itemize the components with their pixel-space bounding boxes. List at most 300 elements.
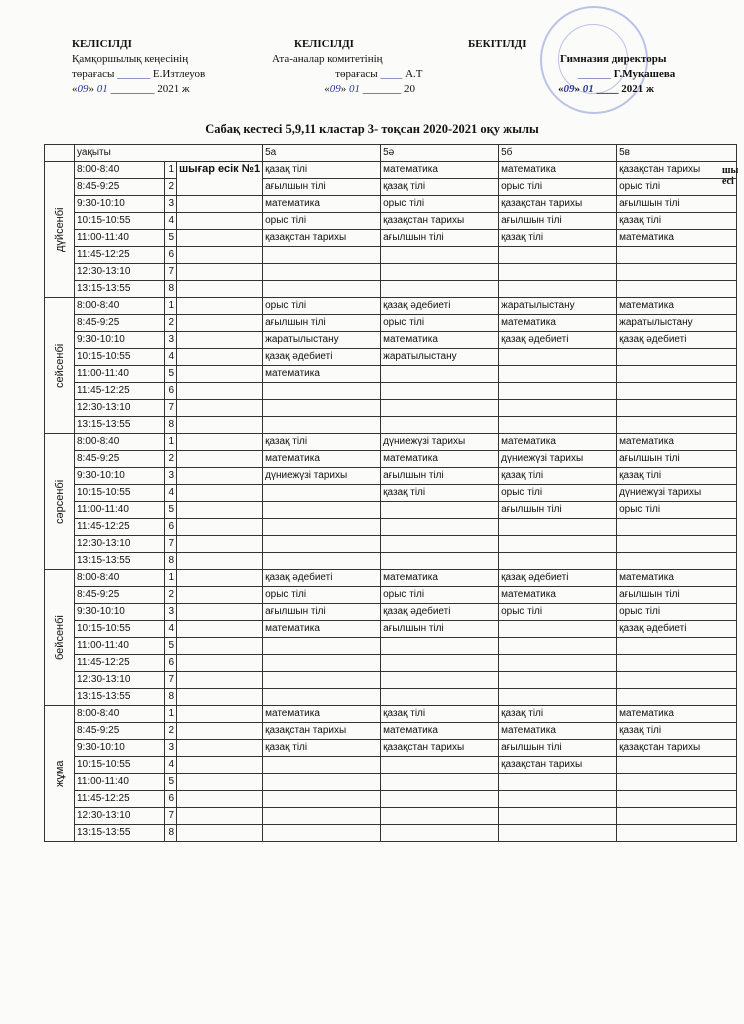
lesson-cell: ағылшын тілі xyxy=(381,621,499,638)
lesson-cell: орыс тілі xyxy=(263,587,381,604)
header-blank xyxy=(45,145,75,162)
lesson-cell: қазақ тілі xyxy=(263,162,381,179)
hall-cell xyxy=(177,298,263,315)
lesson-cell: қазақстан тарихы xyxy=(263,230,381,247)
lesson-cell: орыс тілі xyxy=(499,485,617,502)
hall-cell xyxy=(177,519,263,536)
lesson-time: 10:15-10:55 xyxy=(75,213,165,230)
hall-cell xyxy=(177,451,263,468)
lesson-number: 2 xyxy=(165,723,177,740)
lesson-cell: орыс тілі xyxy=(617,502,737,519)
lesson-number: 4 xyxy=(165,485,177,502)
table-row xyxy=(45,706,737,723)
hall-cell xyxy=(177,349,263,366)
lesson-cell xyxy=(381,689,499,706)
signature-mark: ______ xyxy=(114,68,153,80)
lesson-number: 1 xyxy=(165,298,177,315)
hall-cell xyxy=(177,196,263,213)
lesson-cell: ағылшын тілі xyxy=(617,196,737,213)
lesson-cell: математика xyxy=(499,723,617,740)
lesson-cell: математика xyxy=(499,587,617,604)
lesson-number: 7 xyxy=(165,400,177,417)
lesson-time: 10:15-10:55 xyxy=(75,621,165,638)
header-class: 5в xyxy=(617,145,737,162)
lesson-cell: қазақстан тарихы xyxy=(617,740,737,757)
table-row xyxy=(45,553,737,570)
lesson-cell xyxy=(263,553,381,570)
hall-cell xyxy=(177,400,263,417)
lesson-cell xyxy=(499,774,617,791)
lesson-number: 6 xyxy=(165,247,177,264)
day-label: сейсенбі xyxy=(45,298,75,434)
hall-cell xyxy=(177,417,263,434)
lesson-cell xyxy=(499,808,617,825)
date-year: 2021 ж xyxy=(621,83,654,95)
lesson-number: 5 xyxy=(165,502,177,519)
lesson-cell xyxy=(263,689,381,706)
lesson-cell: қазақ тілі xyxy=(617,213,737,230)
lesson-cell xyxy=(263,264,381,281)
lesson-cell xyxy=(499,366,617,383)
lesson-time: 10:15-10:55 xyxy=(75,349,165,366)
lesson-cell xyxy=(499,655,617,672)
table-row xyxy=(45,366,737,383)
table-row xyxy=(45,485,737,502)
lesson-time: 8:45-9:25 xyxy=(75,723,165,740)
table-row xyxy=(45,298,737,315)
lesson-time: 11:45-12:25 xyxy=(75,655,165,672)
lesson-cell: орыс тілі xyxy=(381,196,499,213)
lesson-cell xyxy=(499,417,617,434)
table-row xyxy=(45,196,737,213)
approval-org: Қамқоршылық кеңесінің xyxy=(72,53,189,65)
lesson-cell xyxy=(263,281,381,298)
hall-cell xyxy=(177,706,263,723)
lesson-cell xyxy=(381,757,499,774)
lesson-number: 1 xyxy=(165,434,177,451)
lesson-time: 13:15-13:55 xyxy=(75,825,165,842)
lesson-cell xyxy=(617,791,737,808)
hall-cell xyxy=(177,213,263,230)
lesson-cell: математика xyxy=(617,230,737,247)
approval-chair-name: А.Т xyxy=(405,68,423,80)
lesson-number: 2 xyxy=(165,315,177,332)
lesson-number: 2 xyxy=(165,451,177,468)
lesson-cell xyxy=(381,281,499,298)
lesson-cell: математика xyxy=(381,723,499,740)
lesson-cell xyxy=(263,400,381,417)
table-row xyxy=(45,791,737,808)
lesson-number: 5 xyxy=(165,366,177,383)
lesson-time: 11:45-12:25 xyxy=(75,383,165,400)
lesson-number: 1 xyxy=(165,570,177,587)
hall-cell xyxy=(177,468,263,485)
hall-cell xyxy=(177,621,263,638)
schedule-title: Сабақ кестесі 5,9,11 кластар 3- тоқсан 2020-2021 оқу жылы xyxy=(205,122,539,136)
table-row xyxy=(45,179,737,196)
lesson-cell: қазақ тілі xyxy=(499,468,617,485)
lesson-number: 4 xyxy=(165,213,177,230)
hall-cell xyxy=(177,672,263,689)
lesson-cell: математика xyxy=(381,162,499,179)
table-row xyxy=(45,740,737,757)
approval-position: Гимназия директоры xyxy=(560,53,667,65)
lesson-cell xyxy=(499,791,617,808)
lesson-cell xyxy=(499,638,617,655)
lesson-cell: математика xyxy=(263,621,381,638)
lesson-cell: қазақ тілі xyxy=(263,740,381,757)
table-row xyxy=(45,230,737,247)
lesson-cell xyxy=(263,825,381,842)
lesson-cell xyxy=(381,247,499,264)
lesson-cell xyxy=(617,349,737,366)
table-row xyxy=(45,689,737,706)
lesson-number: 1 xyxy=(165,706,177,723)
lesson-cell: дүниежүзі тарихы xyxy=(617,485,737,502)
lesson-cell xyxy=(499,536,617,553)
lesson-number: 3 xyxy=(165,468,177,485)
lesson-cell xyxy=(263,638,381,655)
lesson-cell: қазақ тілі xyxy=(499,706,617,723)
lesson-number: 3 xyxy=(165,740,177,757)
table-row xyxy=(45,247,737,264)
lesson-cell: жаратылыстану xyxy=(617,315,737,332)
header-class: 5ә xyxy=(381,145,499,162)
lesson-time: 11:00-11:40 xyxy=(75,366,165,383)
hall-cell xyxy=(177,315,263,332)
approval-chair-name: Е.Изтлеуов xyxy=(152,68,206,80)
lesson-cell: қазақ тілі xyxy=(263,434,381,451)
day-label: жұма xyxy=(45,706,75,842)
hall-cell xyxy=(177,655,263,672)
approval-block-director: БЕКІТІЛДІ Гимназия директоры ______ Г.Мукашева «09» 01 ____ 2021 ж xyxy=(468,38,676,95)
table-row xyxy=(45,417,737,434)
lesson-cell: қазақ әдебиеті xyxy=(263,570,381,587)
table-row xyxy=(45,434,737,451)
hall-cell xyxy=(177,553,263,570)
lesson-time: 13:15-13:55 xyxy=(75,689,165,706)
table-row xyxy=(45,655,737,672)
lesson-cell: дүниежүзі тарихы xyxy=(499,451,617,468)
lesson-number: 1 xyxy=(165,162,177,179)
lesson-cell: ағылшын тілі xyxy=(381,230,499,247)
table-row xyxy=(45,213,737,230)
table-row xyxy=(45,162,737,179)
table-row xyxy=(45,723,737,740)
lesson-cell xyxy=(617,672,737,689)
lesson-cell xyxy=(381,774,499,791)
lesson-cell xyxy=(499,349,617,366)
lesson-cell xyxy=(499,383,617,400)
lesson-cell: математика xyxy=(381,451,499,468)
lesson-cell xyxy=(617,825,737,842)
table-row xyxy=(45,604,737,621)
lesson-cell xyxy=(263,485,381,502)
lesson-cell: қазақ әдебиеті xyxy=(263,349,381,366)
lesson-cell xyxy=(381,808,499,825)
hall-cell xyxy=(177,791,263,808)
lesson-cell xyxy=(263,808,381,825)
lesson-number: 8 xyxy=(165,553,177,570)
lesson-time: 8:45-9:25 xyxy=(75,179,165,196)
lesson-cell: қазақстан тарихы xyxy=(263,723,381,740)
lesson-time: 12:30-13:10 xyxy=(75,672,165,689)
table-row xyxy=(45,536,737,553)
lesson-time: 10:15-10:55 xyxy=(75,757,165,774)
date-day: 09 xyxy=(77,83,89,95)
lesson-number: 8 xyxy=(165,689,177,706)
lesson-time: 12:30-13:10 xyxy=(75,536,165,553)
table-row xyxy=(45,281,737,298)
lesson-cell xyxy=(617,757,737,774)
table-row xyxy=(45,468,737,485)
lesson-cell xyxy=(499,825,617,842)
lesson-number: 7 xyxy=(165,672,177,689)
lesson-cell xyxy=(499,247,617,264)
lesson-cell xyxy=(263,757,381,774)
lesson-cell xyxy=(381,400,499,417)
hall-cell xyxy=(177,434,263,451)
lesson-cell: қазақстан тарихы xyxy=(499,196,617,213)
lesson-cell: жаратылыстану xyxy=(499,298,617,315)
lesson-time: 11:45-12:25 xyxy=(75,519,165,536)
lesson-cell xyxy=(381,366,499,383)
date-month: 01 xyxy=(582,83,594,95)
lesson-cell xyxy=(617,400,737,417)
lesson-number: 6 xyxy=(165,655,177,672)
lesson-cell: математика xyxy=(263,706,381,723)
lesson-cell xyxy=(381,791,499,808)
lesson-time: 12:30-13:10 xyxy=(75,400,165,417)
lesson-time: 8:00-8:40 xyxy=(75,706,165,723)
approval-chair-label: төрағасы xyxy=(335,68,378,80)
table-row xyxy=(45,315,737,332)
lesson-time: 9:30-10:10 xyxy=(75,604,165,621)
date-month: 01 xyxy=(349,83,360,95)
cut-off-column-label: шы есі xyxy=(722,165,739,187)
lesson-cell: ағылшын тілі xyxy=(617,587,737,604)
lesson-cell xyxy=(617,774,737,791)
lesson-time: 8:00-8:40 xyxy=(75,570,165,587)
lesson-cell: орыс тілі xyxy=(617,179,737,196)
table-row xyxy=(45,672,737,689)
lesson-cell xyxy=(381,672,499,689)
date-day: 09 xyxy=(563,83,575,95)
table-row xyxy=(45,638,737,655)
table-row xyxy=(45,570,737,587)
lesson-cell xyxy=(263,774,381,791)
lesson-cell xyxy=(617,638,737,655)
hall-cell xyxy=(177,485,263,502)
table-row xyxy=(45,264,737,281)
lesson-number: 4 xyxy=(165,757,177,774)
lesson-cell: математика xyxy=(263,451,381,468)
lesson-cell xyxy=(263,383,381,400)
approval-chair-label: төрағасы xyxy=(72,68,115,80)
lesson-cell xyxy=(381,553,499,570)
lesson-number: 6 xyxy=(165,519,177,536)
lesson-cell: математика xyxy=(381,570,499,587)
lesson-cell: математика xyxy=(499,162,617,179)
lesson-time: 13:15-13:55 xyxy=(75,553,165,570)
hall-cell xyxy=(177,383,263,400)
lesson-cell: қазақ әдебиеті xyxy=(381,604,499,621)
lesson-cell xyxy=(263,672,381,689)
hall-cell xyxy=(177,638,263,655)
lesson-cell: математика xyxy=(381,332,499,349)
lesson-cell: математика xyxy=(263,366,381,383)
lesson-cell: жаратылыстану xyxy=(263,332,381,349)
table-row xyxy=(45,808,737,825)
approval-title: КЕЛІСІЛДІ xyxy=(72,38,132,50)
lesson-cell xyxy=(617,247,737,264)
signature-mark: ______ xyxy=(578,68,614,80)
header-time: уақыты xyxy=(75,145,263,162)
lesson-time: 8:00-8:40 xyxy=(75,162,165,179)
lesson-cell: орыс тілі xyxy=(499,604,617,621)
lesson-cell: орыс тілі xyxy=(499,179,617,196)
hall-cell xyxy=(177,536,263,553)
header-class: 5б xyxy=(499,145,617,162)
table-row xyxy=(45,451,737,468)
lesson-cell xyxy=(263,519,381,536)
hall-cell xyxy=(177,689,263,706)
date-year: 2021 ж xyxy=(157,83,190,95)
lesson-cell xyxy=(617,689,737,706)
hall-cell xyxy=(177,502,263,519)
hall-cell xyxy=(177,230,263,247)
lesson-time: 8:00-8:40 xyxy=(75,434,165,451)
hall-cell xyxy=(177,570,263,587)
lesson-cell: орыс тілі xyxy=(381,315,499,332)
table-row xyxy=(45,502,737,519)
table-row xyxy=(45,400,737,417)
lesson-number: 7 xyxy=(165,264,177,281)
lesson-cell: орыс тілі xyxy=(381,587,499,604)
lesson-number: 4 xyxy=(165,621,177,638)
hall-cell xyxy=(177,808,263,825)
lesson-cell: математика xyxy=(617,570,737,587)
table-header-row xyxy=(45,145,737,162)
lesson-cell xyxy=(499,519,617,536)
lesson-cell: математика xyxy=(617,706,737,723)
lesson-cell: қазақ тілі xyxy=(617,468,737,485)
lesson-cell xyxy=(499,400,617,417)
lesson-cell: орыс тілі xyxy=(617,604,737,621)
lesson-number: 4 xyxy=(165,349,177,366)
day-label: дүйсенбі xyxy=(45,162,75,298)
hall-cell xyxy=(177,264,263,281)
hall-cell xyxy=(177,604,263,621)
date-day: 09 xyxy=(329,83,341,95)
lesson-cell xyxy=(499,281,617,298)
lesson-cell: қазақ әдебиеті xyxy=(499,332,617,349)
lesson-time: 13:15-13:55 xyxy=(75,281,165,298)
lesson-number: 8 xyxy=(165,825,177,842)
lesson-cell xyxy=(499,264,617,281)
lesson-number: 3 xyxy=(165,332,177,349)
lesson-cell xyxy=(263,655,381,672)
lesson-cell: ағылшын тілі xyxy=(499,740,617,757)
lesson-time: 10:15-10:55 xyxy=(75,485,165,502)
approval-title: КЕЛІСІЛДІ xyxy=(294,38,354,50)
lesson-cell xyxy=(381,502,499,519)
lesson-number: 7 xyxy=(165,808,177,825)
lesson-cell: математика xyxy=(617,434,737,451)
lesson-time: 11:00-11:40 xyxy=(75,230,165,247)
lesson-cell: қазақ тілі xyxy=(617,723,737,740)
lesson-time: 8:45-9:25 xyxy=(75,587,165,604)
lesson-cell: қазақ тілі xyxy=(381,706,499,723)
lesson-cell xyxy=(617,383,737,400)
lesson-time: 9:30-10:10 xyxy=(75,468,165,485)
lesson-time: 9:30-10:10 xyxy=(75,332,165,349)
schedule-table xyxy=(44,144,737,842)
hall-cell xyxy=(177,825,263,842)
hall-cell xyxy=(177,332,263,349)
table-row xyxy=(45,383,737,400)
lesson-cell xyxy=(263,536,381,553)
approval-block-board: КЕЛІСІЛДІ Қамқоршылық кеңесінің төрағасы ______ Е.Изтлеуов «09» 01 ________ 2021 ж xyxy=(72,38,206,95)
lesson-time: 8:45-9:25 xyxy=(75,451,165,468)
hall-cell xyxy=(177,247,263,264)
lesson-cell: қазақстан тарихы xyxy=(381,740,499,757)
table-row xyxy=(45,825,737,842)
lesson-cell xyxy=(617,417,737,434)
table-row xyxy=(45,349,737,366)
table-row xyxy=(45,519,737,536)
lesson-cell xyxy=(617,366,737,383)
lesson-number: 8 xyxy=(165,417,177,434)
lesson-cell: қазақ тілі xyxy=(499,230,617,247)
lesson-cell: жаратылыстану xyxy=(381,349,499,366)
lesson-cell: қазақ әдебиеті xyxy=(499,570,617,587)
table-row xyxy=(45,774,737,791)
lesson-time: 11:00-11:40 xyxy=(75,774,165,791)
lesson-time: 9:30-10:10 xyxy=(75,196,165,213)
lesson-cell: ағылшын тілі xyxy=(381,468,499,485)
lesson-time: 9:30-10:10 xyxy=(75,740,165,757)
lesson-cell: математика xyxy=(499,434,617,451)
lesson-cell xyxy=(381,638,499,655)
lesson-time: 12:30-13:10 xyxy=(75,264,165,281)
lesson-time: 11:45-12:25 xyxy=(75,791,165,808)
lesson-cell xyxy=(263,417,381,434)
lesson-cell: ағылшын тілі xyxy=(263,179,381,196)
lesson-time: 11:00-11:40 xyxy=(75,502,165,519)
lesson-cell: математика xyxy=(499,315,617,332)
lesson-number: 5 xyxy=(165,230,177,247)
lesson-cell xyxy=(617,536,737,553)
lesson-cell: қазақ тілі xyxy=(381,179,499,196)
lesson-cell: қазақ тілі xyxy=(381,485,499,502)
hall-cell xyxy=(177,757,263,774)
lesson-cell xyxy=(381,825,499,842)
lesson-number: 6 xyxy=(165,383,177,400)
lesson-cell xyxy=(263,502,381,519)
lesson-cell xyxy=(381,383,499,400)
day-label: бейсенбі xyxy=(45,570,75,706)
lesson-cell: ағылшын тілі xyxy=(499,213,617,230)
lesson-cell xyxy=(381,519,499,536)
lesson-cell: ағылшын тілі xyxy=(263,604,381,621)
lesson-cell xyxy=(617,264,737,281)
lesson-cell xyxy=(499,672,617,689)
lesson-cell: қазақ әдебиеті xyxy=(617,621,737,638)
lesson-cell: қазақстан тарихы xyxy=(381,213,499,230)
lesson-cell xyxy=(499,621,617,638)
lesson-cell: ағылшын тілі xyxy=(617,451,737,468)
